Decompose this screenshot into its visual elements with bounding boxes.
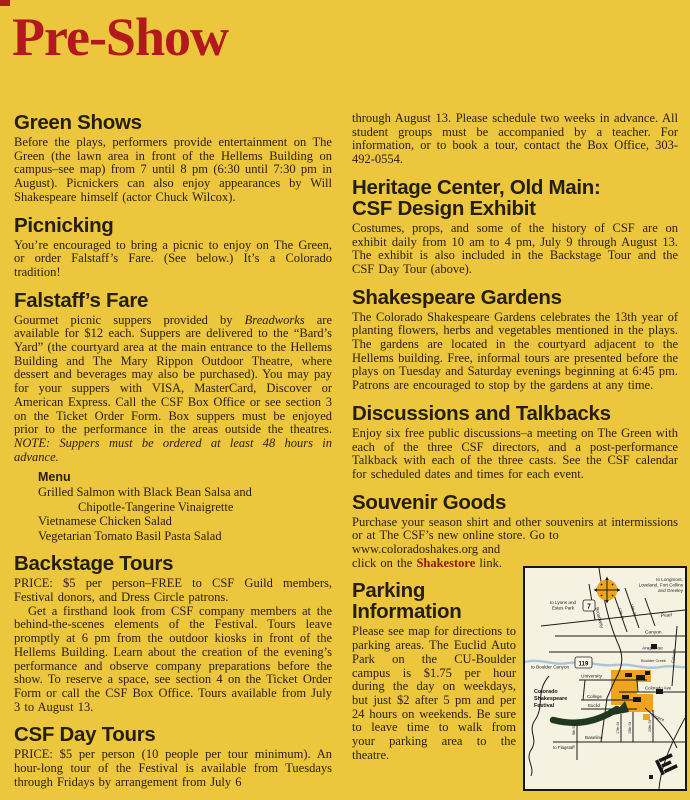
backstage-tours-body: Get a firsthand look from CSF company members at the behind-the-scenes elements of the Festival. Tours leave promptly at 6 pm from the outdoor kiosks in front of the Hellems Building. Learn about the creation of the evening’s performance and observe company preparations before the show. To reserve a space, see section 4 on the Ticket Order Form or call the CSF Box Office. Tours available from July 3 to August 13. xyxy=(14,603,332,714)
highway-119-shield xyxy=(575,657,592,668)
breadworks-name: Breadworks xyxy=(244,312,305,327)
map-label-csf-1: Colorado xyxy=(534,689,558,695)
menu-block xyxy=(38,470,332,543)
map-label-regent: Regent xyxy=(650,712,665,723)
map-label-college: College xyxy=(587,694,602,699)
souvenir-text-pre: click on the xyxy=(352,555,417,570)
map-label-euclid: Euclid xyxy=(588,703,600,708)
heading-picnicking: Picnicking xyxy=(14,213,114,237)
menu-item-pasta-salad: Vegetarian Tomato Basil Pasta Salad xyxy=(38,528,222,543)
map-label-to-boulder-canyon: to Boulder Canyon xyxy=(531,664,570,670)
campus-area-south xyxy=(643,714,650,720)
map-label-university: University xyxy=(581,674,603,680)
menu-item-chicken-salad: Vietnamese Chicken Salad xyxy=(38,514,172,529)
parking-heading-line2: Information xyxy=(352,600,462,624)
falstaffs-fare-body xyxy=(14,314,332,465)
map-label-boulder-creek: Boulder Creek xyxy=(641,658,666,663)
souvenir-body: Purchase your season shirt and other souvenirs at intermissions or at The CSF’s new online store. Go to xyxy=(352,514,678,543)
souvenir-text-post: link. xyxy=(475,555,502,570)
heading-csf-day-tours: CSF Day Tours xyxy=(14,723,156,747)
left-column xyxy=(14,112,332,790)
shakestore-link: Shakestore xyxy=(416,555,476,570)
csf-day-tours-body: PRICE: $5 per person (10 people per tour minimum). An hour-long tour of the Festival is available from Tuesdays through Fridays by arrangement from July 6 xyxy=(14,747,332,789)
heading-falstaffs-fare: Falstaff’s Fare xyxy=(14,288,149,312)
day-tours-continued: through August 13. Please schedule two weeks in advance. All student groups must be accompanied by a teacher. For information, or to book a tour, contact the Box Office, 303-492-0554. xyxy=(352,111,678,167)
map-label-17th-st-bottom: 17th St xyxy=(616,721,620,735)
map-label-broadway: Broadway xyxy=(593,606,604,629)
heritage-heading-line2: CSF Design Exhibit xyxy=(352,196,536,220)
compass-icon xyxy=(594,577,621,604)
map-label-19th-st-top: 19th St xyxy=(629,603,637,617)
parking-body: Please see map for directions to parking areas. The Euclid Auto Park on the CU-Boulder campus is $1.75 per hour during the day on weekdays, but just $2 after 5 pm and per 24 hours on weekends. Be sure to leave time to walk from your parking area to the theatre. xyxy=(352,624,516,762)
map-label-folsom: Folsom xyxy=(670,648,677,663)
falstaffs-text-1: Gourmet picnic suppers provided by xyxy=(14,312,245,327)
map-label-19th-st-bottom: 19th St xyxy=(628,721,632,735)
heritage-body: Costumes, props, and some of the history of CSF are on exhibit daily from 10 am to 4 pm, July 9 through August 13. The exhibit is also included in the Backstage Tour and the CSF Day Tour (above). xyxy=(352,220,678,276)
heading-heritage-center xyxy=(352,177,678,219)
campus-map xyxy=(523,566,687,791)
map-label-to-longmont-3: and Greeley xyxy=(657,588,683,593)
highway-7-shield xyxy=(583,600,595,611)
menu-item-salmon: Grilled Salmon with Black Bean Salsa and xyxy=(38,485,252,500)
svg-text:119: 119 xyxy=(578,661,589,668)
map-label-pearl: Pearl xyxy=(660,613,673,619)
map-label-to-flagstaff: to Flagstaff xyxy=(553,745,575,750)
map-label-colorado-ave: Colorado Ave xyxy=(645,685,672,691)
map-label-17th-st-top: 17th St xyxy=(617,607,625,621)
heading-backstage-tours: Backstage Tours xyxy=(14,552,174,576)
backstage-tours-price: PRICE: $5 per person–FREE to CSF Guild members, Festival donors, and Dress Circle patrons. xyxy=(14,576,332,605)
page-title: Pre-Show xyxy=(12,7,228,67)
map-label-csf-3: Festival xyxy=(534,703,555,709)
map-label-canyon: Canyon xyxy=(645,630,662,636)
falstaffs-note: NOTE: Suppers must be ordered at least 48 hours in advance. xyxy=(14,435,332,464)
souvenir-url: www.coloradoshakes.org and xyxy=(352,542,501,557)
heritage-heading-line1: Heritage Center, Old Main: xyxy=(352,175,601,199)
map-label-baseline: Baseline xyxy=(585,735,603,740)
map-label-to-lyons-2: Estes Park xyxy=(551,605,575,611)
scan-edge-mark xyxy=(0,0,10,6)
parking-heading-line1: Parking xyxy=(352,579,426,603)
gardens-body: The Colorado Shakespeare Gardens celebrates the 13th year of planting flowers, herbs and vegetables mentioned in the plays. The gardens are located in the courtyard adjacent to the Hellems building. Free, informal tours are presented before the plays on Tuesday and Saturday evenings beginning at 6:45 pm. Patrons are encouraged to stop by the gardens at any time. xyxy=(352,309,678,393)
map-label-arapahoe: Arapahoe xyxy=(642,646,663,652)
heading-shakespeare-gardens: Shakespeare Gardens xyxy=(352,285,562,309)
map-label-to-longmont-1: to Longmont, xyxy=(656,577,683,582)
map-label-20th-st: 20th St xyxy=(648,719,652,733)
heading-souvenir-goods: Souvenir Goods xyxy=(352,490,507,514)
heading-discussions-talkbacks: Discussions and Talkbacks xyxy=(352,401,611,425)
falstaffs-text-2: are available for $12 each. Suppers are delivered to the “Bard’s Yard” (the courtyard area at the main entrance to the Hellems Building and The Mary Rippon Outdoor Theatre, where dessert and beverages may also be purchased). You may pay for your suppers with VISA, MasterCard, Discover or American Express. Call the CSF Box Office or see section 3 on the Ticket Order Form. Box suppers must be enjoyed prior to the performance in the areas outside the theatres. xyxy=(14,312,332,437)
heading-green-shows: Green Shows xyxy=(14,111,142,134)
map-label-to-lyons-1: to Lyons and xyxy=(549,600,577,605)
menu-heading: Menu xyxy=(38,470,71,485)
map-label-9th-st: 9th St xyxy=(572,725,576,735)
talkbacks-body: Enjoy six free public discussions–a meeting on The Green with each of the three CSF directors, and a post-performance Talkback with each of the three casts. See the CSF calendar for scheduled dates and times for each event. xyxy=(352,425,678,481)
campus-map-graphic xyxy=(525,568,685,789)
picnicking-body: You’re encouraged to bring a picnic to enjoy on The Green, or order Falstaff’s Fare. (See below.) It’s a Colorado tradition! xyxy=(14,237,332,279)
map-label-csf-2: Shakespeare xyxy=(534,696,568,702)
green-shows-body: Before the plays, performers provide entertainment on The Green (the lawn area in front of the Hellems Building on campus–see map) from 7 until 8 pm (6:30 until 7:30 pm in August). Picnickers can also enjoy appearances by Will Shakespeare himself (actor Chuck Wilcox). xyxy=(14,135,332,204)
map-label-to-longmont-2: Loveland, Fort Collins xyxy=(638,582,683,588)
menu-item-salmon-cont: Chipotle-Tangerine Vinaigrette xyxy=(78,499,234,514)
svg-text:7: 7 xyxy=(587,603,591,611)
